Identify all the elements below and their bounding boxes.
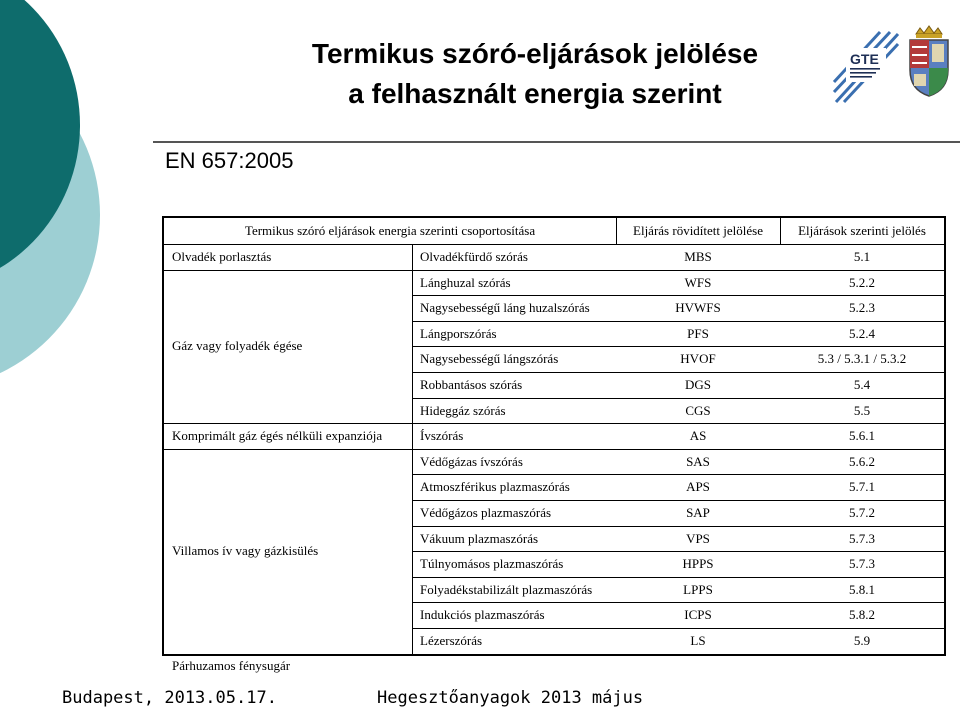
table-rule [412,628,944,629]
abbreviation-cell: SAP [686,505,710,520]
process-name-cell: Robbantásos szórás [420,377,523,392]
table-rule [412,295,944,296]
footer-location-date: Budapest, 2013.05.17. [62,688,277,708]
group-label-cell: Komprimált gáz égés nélküli expanziója [172,427,383,443]
abbreviation-cell: VPS [686,530,710,546]
designation-cell: 5.9 [853,633,871,648]
table-rule [412,500,944,501]
abbreviation-cell: ICPS [684,607,712,623]
table-rule [412,526,944,527]
abbreviation-cell: CGS [685,402,711,418]
table-rule [164,423,412,424]
table-rule [616,218,617,244]
footer-event: Hegesztőanyagok 2013 május [377,688,644,708]
abbreviation-cell: AS [689,428,707,444]
process-name-cell: Ívszórás [420,428,464,444]
abbreviation-cell: HPPS [682,556,714,572]
table-rule [164,449,412,450]
process-name-cell: Atmoszférikus plazmaszórás [420,479,570,495]
process-name-cell: Lángporszórás [420,325,497,341]
designation-cell: 5.2.2 [849,274,875,290]
designation-cell: 5.2.4 [849,325,875,341]
table-rule [412,423,944,424]
title-line-2: a felhasznált energia szerint [348,78,722,109]
designation-cell: 5.5 [853,402,871,418]
table-rule [412,551,944,552]
svg-text:GTE: GTE [850,51,879,67]
process-name-cell: Indukciós plazmaszórás [420,607,545,623]
designation-cell: 5.3 / 5.3.1 / 5.3.2 [817,351,907,367]
designation-cell: 5.6.1 [849,428,875,444]
table-rule [164,654,412,655]
process-name-cell: Védőgázos plazmaszórás [420,505,552,520]
group-label-cell: Olvadék porlasztás [172,248,272,264]
abbreviation-cell: DGS [684,377,711,392]
abbreviation-cell: PFS [687,325,709,341]
abbreviation-cell: HVOF [680,351,716,367]
designation-cell: 5.8.2 [849,607,875,623]
designation-cell: 5.2.3 [849,300,875,316]
abbreviation-cell: MBS [684,249,712,264]
process-name-cell: Lánghuzal szórás [420,274,511,290]
table-rule [412,577,944,578]
designation-cell: 5.6.2 [849,453,875,469]
designation-cell: 5.7.3 [849,556,875,572]
designation-cell: 5.8.1 [849,581,875,597]
university-crest-logo-icon [906,24,952,98]
slide-title [240,34,830,114]
process-name-cell: Olvadékfürdő szórás [420,249,528,264]
table-rule [412,372,944,373]
abbreviation-cell: WFS [684,274,712,290]
process-name-cell: Lézerszórás [420,633,483,648]
table-rule [164,270,412,271]
title-divider [153,141,960,143]
process-name-cell: Védőgázas ívszórás [420,453,523,469]
standard-label: EN 657:2005 [165,148,294,173]
designation-cell: 5.1 [853,249,871,264]
table-rule [412,474,944,475]
group-label-cell: Gáz vagy folyadék égése [172,338,303,354]
abbreviation-cell: SAS [686,453,710,469]
table-rule [412,602,944,603]
abbreviation-cell: HVWFS [675,300,721,316]
process-name-cell: Túlnyomásos plazmaszórás [420,556,564,572]
designation-cell: 5.7.1 [849,479,875,495]
group-label-cell: Villamos ív vagy gázkisülés [172,543,319,559]
process-name-cell: Folyadékstabilizált plazmaszórás [420,581,593,597]
title-line-1: Termikus szóró-eljárások jelölése [311,38,759,69]
table-rule [412,398,944,399]
designation-cell: 5.4 [853,377,871,392]
designation-cell: 5.7.2 [849,505,875,520]
designation-cell: 5.7.3 [849,530,875,546]
abbreviation-cell: APS [686,479,710,495]
process-name-cell: Hideggáz szórás [420,402,506,418]
technical-society-logo-icon [832,30,900,104]
table-header-cell: Termikus szóró eljárások energia szerinti csoportosítása [244,223,536,238]
table-rule [412,244,413,654]
table-header-cell: Eljárás rövidített jelölése [633,223,763,238]
table-rule [412,449,944,450]
group-label-cell: Párhuzamos fénysugár [172,658,291,674]
process-name-cell: Vákuum plazmaszórás [420,530,539,546]
table-rule [412,346,944,347]
process-name-cell: Nagysebességű lángszórás [420,351,559,367]
table-rule [412,270,944,271]
abbreviation-cell: LPPS [683,581,713,597]
abbreviation-cell: LS [690,633,706,648]
process-table [162,216,946,674]
table-rule [780,218,781,244]
process-name-cell: Nagysebességű láng huzalszórás [420,300,590,316]
table-header-cell: Eljárások szerinti jelölés [798,223,926,238]
table-rule [412,321,944,322]
